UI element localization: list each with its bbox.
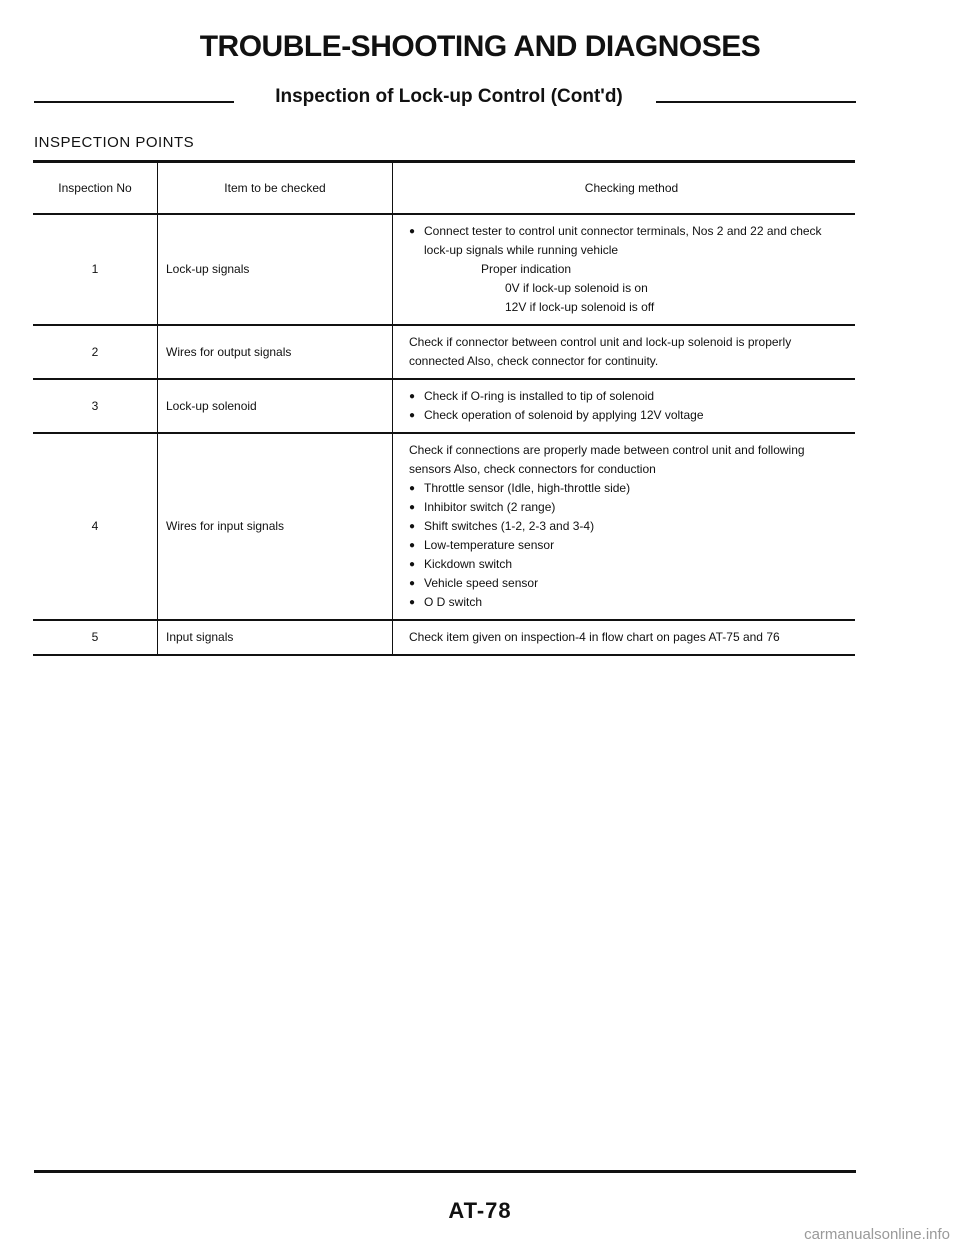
list-item: ● Throttle sensor (Idle, high-throttle side) <box>409 479 847 498</box>
row-item: Wires for output signals <box>158 325 393 379</box>
row-item: Input signals <box>158 620 393 655</box>
page-title: TROUBLE-SHOOTING AND DIAGNOSES <box>199 30 761 63</box>
header-item: Item to be checked <box>158 162 393 215</box>
header-inspection-no: Inspection No <box>58 181 132 195</box>
page-number: AT-78 <box>448 1198 512 1223</box>
divider-left <box>34 101 234 103</box>
list-item: ● O D switch <box>409 593 847 612</box>
row-method: Check item given on inspection-4 in flow chart on pages AT-75 and 76 <box>393 620 856 655</box>
row-item: Lock-up signals <box>158 214 393 325</box>
method-note: 0V if lock-up solenoid is on <box>505 281 648 295</box>
table-row <box>33 214 855 325</box>
list-item: ● Low-temperature sensor <box>409 536 847 555</box>
list-item: ● Inhibitor switch (2 range) <box>409 498 847 517</box>
watermark: carmanualsonline.info <box>804 1226 950 1243</box>
list-item: ● Vehicle speed sensor <box>409 574 847 593</box>
row-item: Lock-up solenoid <box>158 379 393 433</box>
list-item: ● Check if O-ring is installed to tip of solenoid <box>409 387 847 406</box>
list-item: ● Connect tester to control unit connector terminals, Nos 2 and 22 and check lock-up signals while running vehicle <box>409 222 847 260</box>
row-number: 1 <box>91 262 99 276</box>
row-number: 3 <box>91 398 99 413</box>
list-item: ● Check operation of solenoid by applying 12V voltage <box>409 406 847 425</box>
list-item: ● Shift switches (1-2, 2-3 and 3-4) <box>409 517 847 536</box>
table-row <box>33 379 855 433</box>
footer-divider <box>34 1170 856 1173</box>
method-note: 12V if lock-up solenoid is off <box>505 300 655 314</box>
divider-right <box>656 101 856 103</box>
row-method <box>393 214 856 325</box>
subtitle-row <box>34 86 856 112</box>
row-method <box>393 433 856 620</box>
row-method <box>393 379 856 433</box>
method-note: Proper indication <box>481 262 572 276</box>
section-subtitle: Inspection of Lock-up Control (Cont'd) <box>275 86 623 107</box>
row-item: Wires for input signals <box>158 433 393 620</box>
list-item: ● Kickdown switch <box>409 555 847 574</box>
table-header-row <box>33 162 855 215</box>
section-label: INSPECTION POINTS <box>34 134 195 151</box>
row-method: Check if connector between control unit and lock-up solenoid is properly connected Also, check connector for continuity. <box>393 325 856 379</box>
row-number: 5 <box>91 630 99 644</box>
table-row <box>33 433 855 620</box>
header-method: Checking method <box>393 162 856 215</box>
table-row <box>33 620 855 655</box>
table-row <box>33 325 855 379</box>
row-number: 2 <box>91 344 99 359</box>
row-number: 4 <box>91 519 99 533</box>
method-text: Check if connections are properly made between control unit and following sensors Also, check connectors for conduction <box>409 443 805 476</box>
inspection-table <box>33 160 855 656</box>
